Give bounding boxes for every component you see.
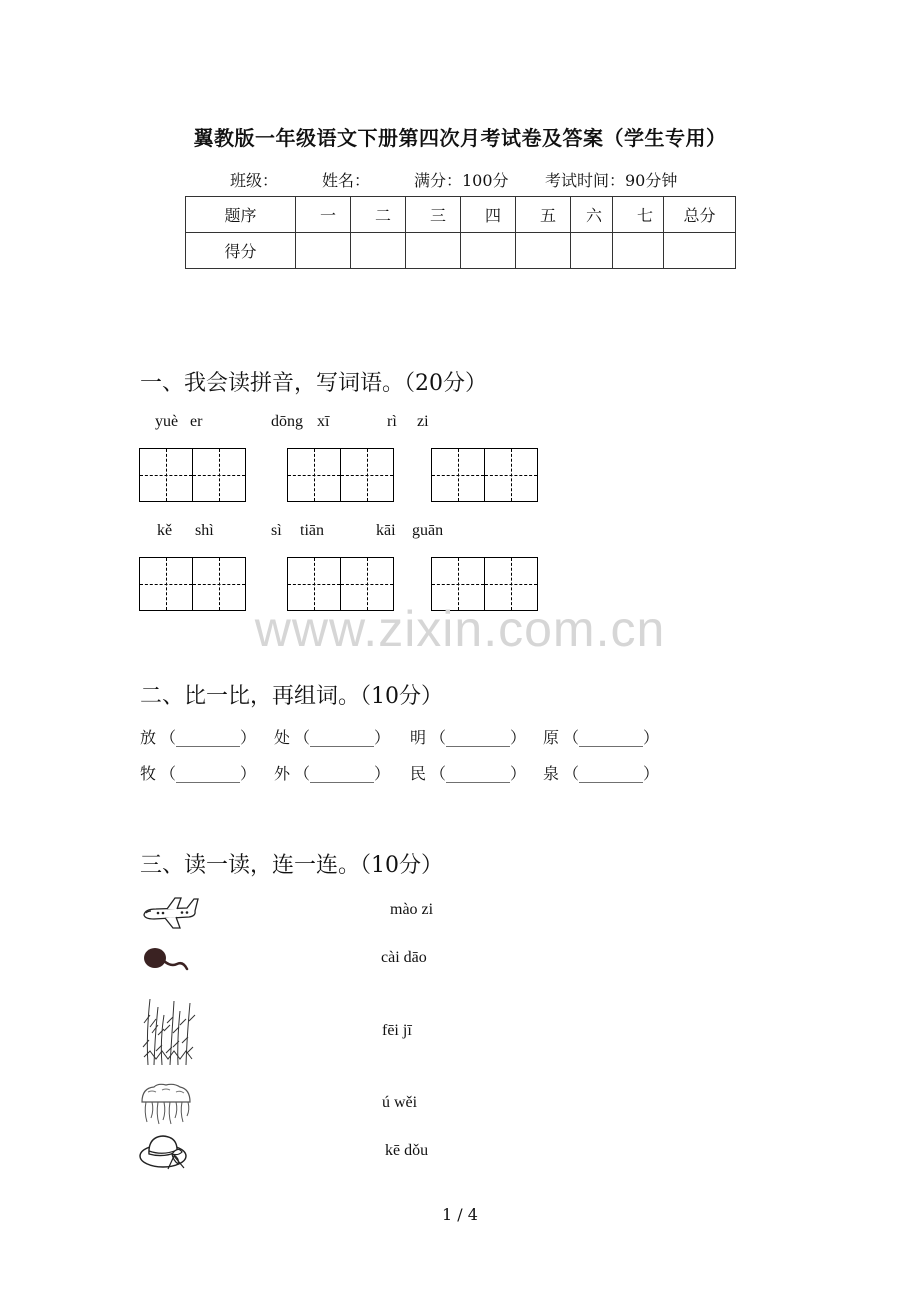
column-7: 七: [613, 197, 664, 233]
compare-word: [410, 761, 526, 784]
writing-box: [192, 448, 246, 502]
pinyin-syllable: zi: [417, 413, 429, 430]
writing-box: [431, 448, 485, 502]
name-label: 姓名：: [322, 171, 371, 190]
score-cell: [406, 233, 461, 269]
exam-title: 翼教版一年级语文下册第四次月考试卷及答案（学生专用）: [193, 126, 727, 150]
class-label: 班级：: [230, 171, 279, 190]
answer-blank: （________）: [294, 764, 391, 783]
pinyin-syllable: xī: [317, 413, 330, 430]
writing-box: [340, 448, 394, 502]
pinyin-syllable: er: [190, 413, 203, 430]
answer-blank: （________）: [563, 764, 660, 783]
compare-word: [140, 725, 256, 748]
score-cell: [613, 233, 664, 269]
score-cell: [296, 233, 351, 269]
character: 处: [274, 728, 291, 747]
score-label: 得分: [186, 233, 296, 269]
character: 放: [140, 728, 157, 747]
pinyin-syllable: sì: [271, 522, 282, 539]
pinyin-syllable: tiān: [300, 522, 324, 539]
total-label: 总分: [664, 197, 736, 233]
answer-blank: （________）: [430, 764, 527, 783]
pinyin-syllable: guān: [412, 522, 444, 539]
hat-icon: [138, 1132, 192, 1172]
character: 明: [410, 728, 427, 747]
compare-word: [543, 725, 659, 748]
writing-box: [139, 448, 193, 502]
pinyin-syllable: kāi: [376, 522, 396, 539]
score-cell: [351, 233, 406, 269]
writing-box: [484, 448, 538, 502]
column-2: 二: [351, 197, 406, 233]
section2-heading: 二、比一比，再组词。（10分）: [140, 684, 443, 709]
compare-word: [274, 761, 390, 784]
pinyin-syllable: yuè: [155, 413, 179, 430]
writing-box: [287, 448, 341, 502]
airplane-icon: [140, 893, 200, 931]
exam-time: 考试时间：90分钟: [545, 171, 678, 190]
character: 原: [543, 728, 560, 747]
answer-blank: （________）: [430, 728, 527, 747]
match-pinyin: fēi jī: [382, 1022, 412, 1039]
column-3: 三: [406, 197, 461, 233]
score-cell: [571, 233, 613, 269]
match-pinyin: ú wěi: [382, 1094, 418, 1111]
pinyin-syllable: rì: [387, 413, 397, 430]
score-table-score-row: [186, 233, 736, 269]
cloud-icon: [138, 1082, 194, 1126]
pinyin-syllable: kě: [157, 522, 173, 539]
header-label: 题序: [186, 197, 296, 233]
compare-word: [410, 725, 526, 748]
answer-blank: （________）: [160, 764, 257, 783]
character: 外: [274, 764, 291, 783]
column-6: 六: [571, 197, 613, 233]
match-pinyin: mào zi: [390, 901, 434, 918]
writing-grid: [431, 448, 538, 502]
reeds-icon: [140, 995, 196, 1067]
score-table: [185, 196, 736, 269]
section3-heading: 三、读一读，连一连。（10分）: [140, 853, 443, 878]
column-4: 四: [461, 197, 516, 233]
score-cell: [664, 233, 736, 269]
character: 牧: [140, 764, 157, 783]
answer-blank: （________）: [563, 728, 660, 747]
compare-word: [543, 761, 659, 784]
pinyin-syllable: shì: [195, 522, 214, 539]
full-score: 满分：100分: [414, 171, 509, 190]
compare-word: [274, 725, 390, 748]
pinyin-syllable: dōng: [271, 413, 303, 430]
page-number: 1 / 4: [442, 1205, 478, 1224]
watermark: www.zixin.com.cn: [254, 601, 666, 657]
column-5: 五: [516, 197, 571, 233]
match-pinyin: cài dāo: [381, 949, 427, 966]
match-pinyin: kē dǒu: [385, 1142, 429, 1159]
writing-grid: [287, 448, 394, 502]
compare-word: [140, 761, 256, 784]
score-cell: [461, 233, 516, 269]
answer-blank: （________）: [160, 728, 257, 747]
section1-heading: 一、我会读拼音，写词语。（20分）: [140, 371, 487, 396]
column-1: 一: [296, 197, 351, 233]
answer-blank: （________）: [294, 728, 391, 747]
score-table-header-row: [186, 197, 736, 233]
writing-grid: [139, 448, 246, 502]
character: 民: [410, 764, 427, 783]
character: 泉: [543, 764, 560, 783]
tadpole-icon: [140, 944, 190, 974]
score-cell: [516, 233, 571, 269]
